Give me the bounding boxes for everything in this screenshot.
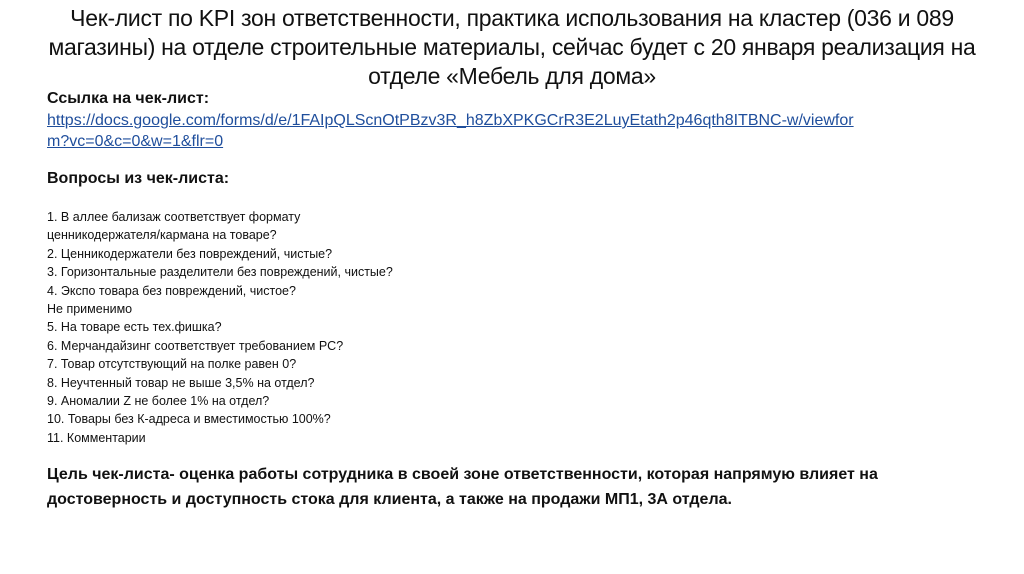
question-item: 10. Товары без К-адреса и вместимостью 100%? xyxy=(47,412,331,427)
checklist-goal: Цель чек-листа- оценка работы сотрудника в своей зоне ответственности, которая напрямую влияет на достоверность и доступность стока для клиента, а также на продажи МП1, 3А отдела. xyxy=(47,466,878,509)
questions-list xyxy=(47,208,997,447)
question-item: 5. На товаре есть тех.фишка? xyxy=(47,320,222,335)
question-item: 8. Неучтенный товар не выше 3,5% на отдел? xyxy=(47,375,315,390)
slide-content xyxy=(47,89,997,528)
question-item: 6. Мерчандайзинг соответствует требованием PC? xyxy=(47,338,344,353)
question-item: 4. Экспо товара без повреждений, чистое? xyxy=(47,283,296,298)
question-item: 3. Горизонтальные разделители без повреждений, чистые? xyxy=(47,265,393,280)
question-item: 11. Комментарии xyxy=(47,430,146,445)
question-item: 1. В аллее бализаж соответствует формату ценникодержателя/кармана на товаре? xyxy=(47,210,301,243)
question-item: 9. Аномалии Z не более 1% на отдел? xyxy=(47,394,270,409)
question-item: Не применимо xyxy=(47,302,133,317)
question-item: 7. Товар отсутствующий на полке равен 0? xyxy=(47,357,297,372)
questions-heading: Вопросы из чек-листа: xyxy=(47,170,230,187)
checklist-link[interactable]: https://docs.google.com/forms/d/e/1FAIpQLScnOtPBzv3R_h8ZbXPKGCrR3E2LuyEtath2p46qth8ITBNC-w/viewform?vc=0&c=0&w=1&flr=0 xyxy=(47,112,854,150)
question-item: 2. Ценникодержатели без повреждений, чистые? xyxy=(47,246,333,261)
link-label: Ссылка на чек-лист: xyxy=(47,90,210,107)
slide-title: Чек-лист по KPI зон ответственности, практика использования на кластер (036 и 089 магазины) на отделе строительные материалы, сейчас будет с 20 января реализация на отделе «Мебель для дома» xyxy=(48,5,976,89)
